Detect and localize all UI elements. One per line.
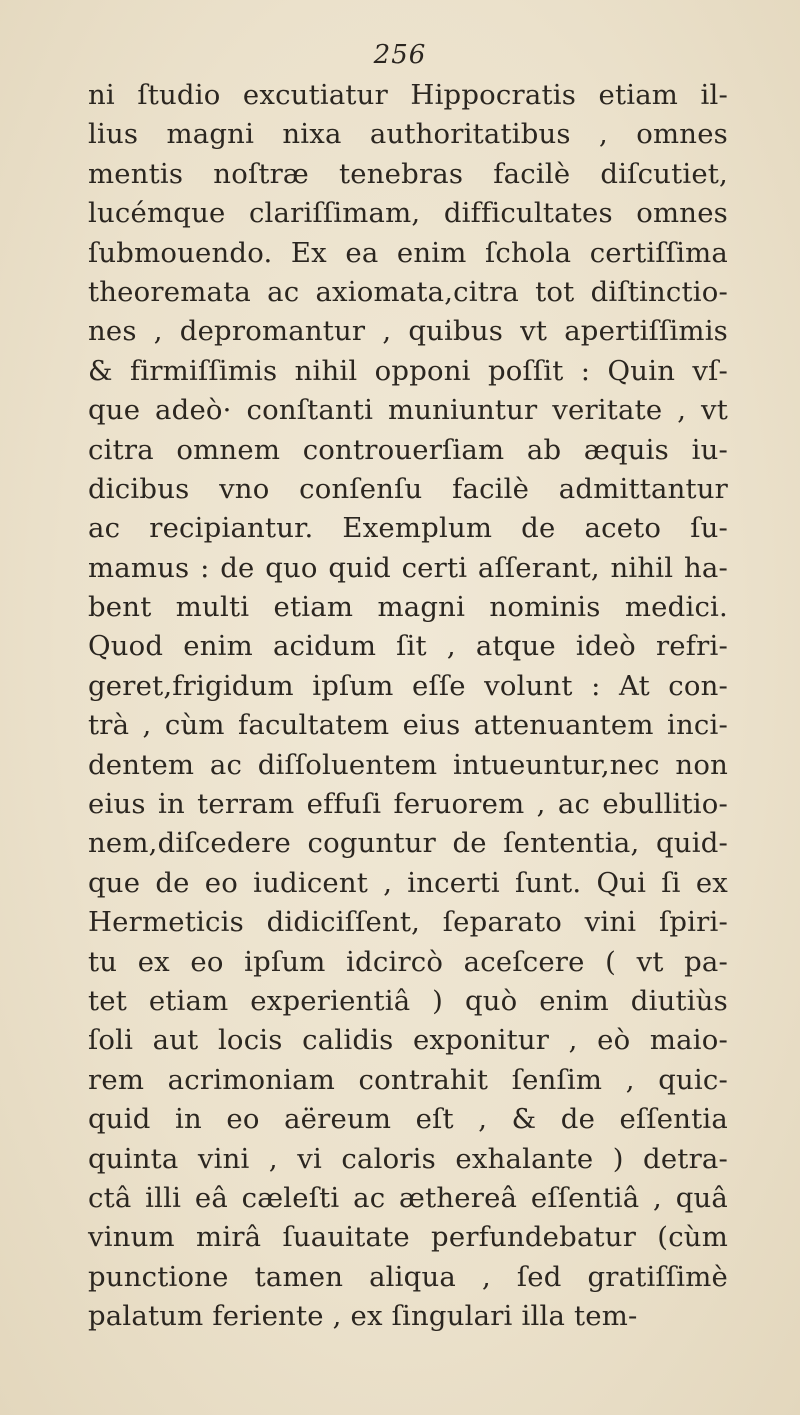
text-line: & firmiſſimis nihil opponi poſſit : Quin vſ- [88, 354, 728, 387]
text-line: Quod enim acidum ſit , atque ideò refri- [88, 630, 728, 663]
text-line: theoremata ac axiomata,citra tot diſtinctio- [88, 275, 728, 308]
text-line: ſubmouendo. Ex ea enim ſchola certiſſima [88, 236, 728, 269]
text-line: palatum feriente , ex ſingulari illa tem- [88, 1300, 638, 1333]
text-line: dicibus vno conſenſu facilè admittantur [88, 472, 728, 505]
text-line: quinta vini , vi caloris exhalante ) detra- [88, 1142, 728, 1175]
text-line: geret,frigidum ipſum eſſe volunt : At con- [88, 669, 728, 702]
text-line: lucémque clariſſimam, difficultates omnes [88, 197, 728, 230]
text-line: ac recipiantur. Exemplum de aceto ſu- [88, 512, 728, 545]
text-line: vinum mirâ ſuauitate perfundebatur (cùm [88, 1221, 728, 1254]
text-line: mentis noſtræ tenebras facilè diſcutiet, [88, 157, 728, 190]
text-line: ctâ illi eâ cæleſti ac æthereâ eſſentiâ , quâ [88, 1181, 728, 1214]
text-line: rem acrimoniam contrahit ſenſim , quic- [88, 1063, 728, 1096]
text-line: punctione tamen aliqua , ſed gratiſſimè [88, 1260, 728, 1293]
text-line: citra omnem controuerſiam ab æquis iu- [88, 433, 728, 466]
text-line: mamus : de quo quid certi aſſerant, nihil ha- [88, 551, 728, 584]
text-line: que de eo iudicent , incerti ſunt. Qui ſi ex [88, 866, 728, 899]
text-line: lius magni nixa authoritatibus , omnes [88, 118, 728, 151]
text-line: quid in eo aëreum eſt , & de eſſentia [88, 1103, 728, 1136]
page-number: 256 [373, 40, 427, 70]
text-line: tu ex eo ipſum idcircò aceſcere ( vt pa- [88, 945, 728, 978]
text-line: trà , cùm facultatem eius attenuantem inci- [88, 709, 728, 742]
text-line: Hermeticis didiciſſent, ſeparato vini ſpiri- [88, 906, 728, 939]
text-line: nem,diſcedere coguntur de ſententia, quid- [88, 827, 728, 860]
text-line: que adeò· conſtanti muniuntur veritate , vt [88, 394, 728, 427]
text-line: nes , depromantur , quibus vt apertiſſimis [88, 315, 728, 348]
body-text [88, 76, 728, 1337]
text-line: eius in terram effuſi feruorem , ac ebullitio- [88, 788, 728, 821]
text-line: ſoli aut locis calidis exponitur , eò maio- [88, 1024, 728, 1057]
text-line: tet etiam experientiâ ) quò enim diutiùs [88, 984, 728, 1017]
text-line: dentem ac diſſoluentem intueuntur,nec non [88, 748, 728, 781]
text-line: ni ſtudio excutiatur Hippocratis etiam il- [88, 79, 728, 111]
text-line: bent multi etiam magni nominis medici. [88, 591, 728, 624]
